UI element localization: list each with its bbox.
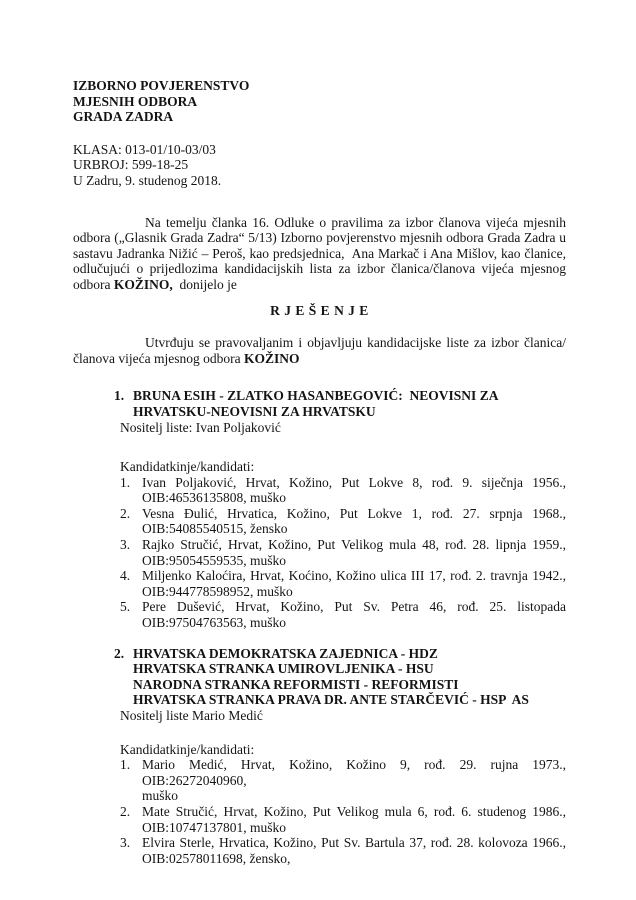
list-1-title	[133, 388, 566, 419]
intro-text-after: donijelo je	[172, 276, 237, 292]
list-2-title-line: NARODNA STRANKA REFORMISTI - REFORMISTI	[133, 676, 459, 692]
candidate-row	[120, 599, 566, 630]
candidate-row	[120, 475, 566, 506]
candidate-row	[120, 835, 566, 866]
candidate-details	[142, 537, 566, 568]
candidate-info-line: Miljenko Kaloćira, Hrvat, Koćino, Kožino ulica III 17, rođ. 2. travnja 1942.,	[142, 568, 566, 584]
statement-bold-kozino: KOŽINO	[243, 350, 300, 366]
list-2-title-line: HRVATSKA DEMOKRATSKA ZAJEDNICA - HDZ	[133, 645, 438, 661]
intro-bold-kozino: KOŽINO,	[113, 276, 173, 292]
list-2-title	[133, 646, 566, 708]
candidate-oib-line: OIB:97504763563, muško	[142, 615, 287, 631]
candidate-number: 1.	[120, 757, 131, 773]
candidate-oib-line: OIB:02578011698, žensko,	[142, 850, 291, 866]
issuer-header	[73, 78, 566, 125]
candidate-row	[120, 757, 566, 804]
issuer-line-1: IZBORNO POVJERENSTVO	[73, 78, 250, 93]
candidate-oib-line: OIB:54085540515, žensko	[142, 521, 288, 537]
list-2-title-line: HRVATSKA STRANKA UMIROVLJENIKA - HSU	[133, 661, 434, 677]
list-2-number: 2.	[114, 645, 125, 661]
candidate-list-1	[73, 388, 566, 630]
candidate-row	[120, 506, 566, 537]
urbroj-line: URBROJ: 599-18-25	[73, 157, 189, 173]
candidate-number: 3.	[120, 835, 131, 851]
candidate-info-line: Rajko Stručić, Hrvat, Kožino, Put Velikog mula 48, rođ. 28. lipnja 1959.,	[142, 537, 566, 553]
candidate-info-line: Elvira Sterle, Hrvatica, Kožino, Put Sv. Bartula 37, rođ. 28. kolovoza 1966.,	[142, 835, 566, 851]
candidate-details	[142, 568, 566, 599]
intro-paragraph	[73, 214, 570, 293]
candidate-info-line: Ivan Poljaković, Hrvat, Kožino, Put Lokve 8, rođ. 9. siječnja 1956.,	[142, 474, 566, 490]
candidate-oib-line: OIB:46536135808, muško	[142, 490, 287, 506]
list-1-title-line: HRVATSKU-NEOVISNI ZA HRVATSKU	[133, 403, 376, 419]
candidate-row	[120, 537, 566, 568]
candidate-info-line: Vesna Đulić, Hrvatica, Kožino, Put Lokve 1, rođ. 27. srpnja 1968.,	[142, 505, 566, 521]
candidate-list-2	[73, 646, 566, 867]
list-1-nositelj: Nositelj liste: Ivan Poljaković	[120, 419, 281, 435]
issuer-line-3: GRADA ZADRA	[73, 109, 174, 125]
candidate-number: 2.	[120, 803, 131, 819]
candidate-info-line: Mate Stručić, Hrvat, Kožino, Put Velikog mula 6, rođ. 6. studenog 1986.,	[142, 803, 566, 819]
decision-heading: R J E Š E N J E	[270, 302, 369, 318]
candidate-info-line: Pere Dušević, Hrvat, Kožino, Put Sv. Petra 46, rođ. 25. listopada	[142, 599, 566, 615]
statement-paragraph	[73, 335, 566, 366]
candidate-info-line: Mario Medić, Hrvat, Kožino, Kožino 9, rođ. 29. rujna 1973., OIB:26272040960,	[142, 757, 566, 788]
candidate-number: 5.	[120, 599, 131, 615]
list-2-title-line: HRVATSKA STRANKA PRAVA DR. ANTE STARČEVIĆ - HSP AS	[133, 692, 529, 708]
list-2-candidates-label: Kandidatkinje/kandidati:	[120, 741, 255, 757]
candidate-oib-line: OIB:95054559535, muško	[142, 552, 287, 568]
candidate-details	[142, 506, 566, 537]
list-1-candidates-label: Kandidatkinje/kandidati:	[120, 459, 255, 475]
document-meta	[73, 142, 566, 189]
candidate-number: 3.	[120, 537, 131, 553]
candidate-oib-line: muško	[142, 788, 179, 804]
list-1-heading	[114, 388, 566, 419]
place-date-line: U Zadru, 9. studenog 2018.	[73, 172, 222, 188]
candidate-details	[142, 599, 566, 630]
candidate-number: 2.	[120, 505, 131, 521]
list-1-number: 1.	[114, 388, 125, 404]
list-2-heading	[114, 646, 566, 708]
candidate-row	[120, 568, 566, 599]
candidate-details	[142, 475, 566, 506]
candidate-details	[142, 757, 566, 804]
candidate-details	[142, 835, 566, 866]
intro-text: Na temelju članka 16. Odluke o pravilima za izbor članova vijeća mjesnih odbora („Glasnik Grada Zadra“ 5/13) Izborno povjerenstvo mjesnih odbora Grada Zadra u sastavu Jadranka Nižić – Peroš, kao predsjednica, Ana Markač i Ana Mišlov, kao članice, odlučujući o prijedlozima kandidacijskih lista za izbor članica/članova vijeća mjesnog odbora	[73, 214, 570, 292]
candidate-number: 1.	[120, 474, 131, 490]
candidate-details	[142, 804, 566, 835]
statement-text: Utvrđuju se pravovaljanim i objavljuju kandidacijske liste za izbor članica/članova vijeća mjesnog odbora	[73, 335, 566, 366]
candidate-row	[120, 804, 566, 835]
candidate-oib-line: OIB:944778598952, muško	[142, 583, 293, 599]
candidate-oib-line: OIB:10747137801, muško	[142, 819, 287, 835]
candidate-number: 4.	[120, 568, 131, 584]
list-2-nositelj: Nositelj liste Mario Medić	[120, 708, 263, 723]
issuer-line-2: MJESNIH ODBORA	[73, 93, 198, 109]
klasa-line: KLASA: 013-01/10-03/03	[73, 141, 216, 157]
list-1-title-line: BRUNA ESIH - ZLATKO HASANBEGOVIĆ: NEOVISNI ZA	[133, 388, 499, 404]
